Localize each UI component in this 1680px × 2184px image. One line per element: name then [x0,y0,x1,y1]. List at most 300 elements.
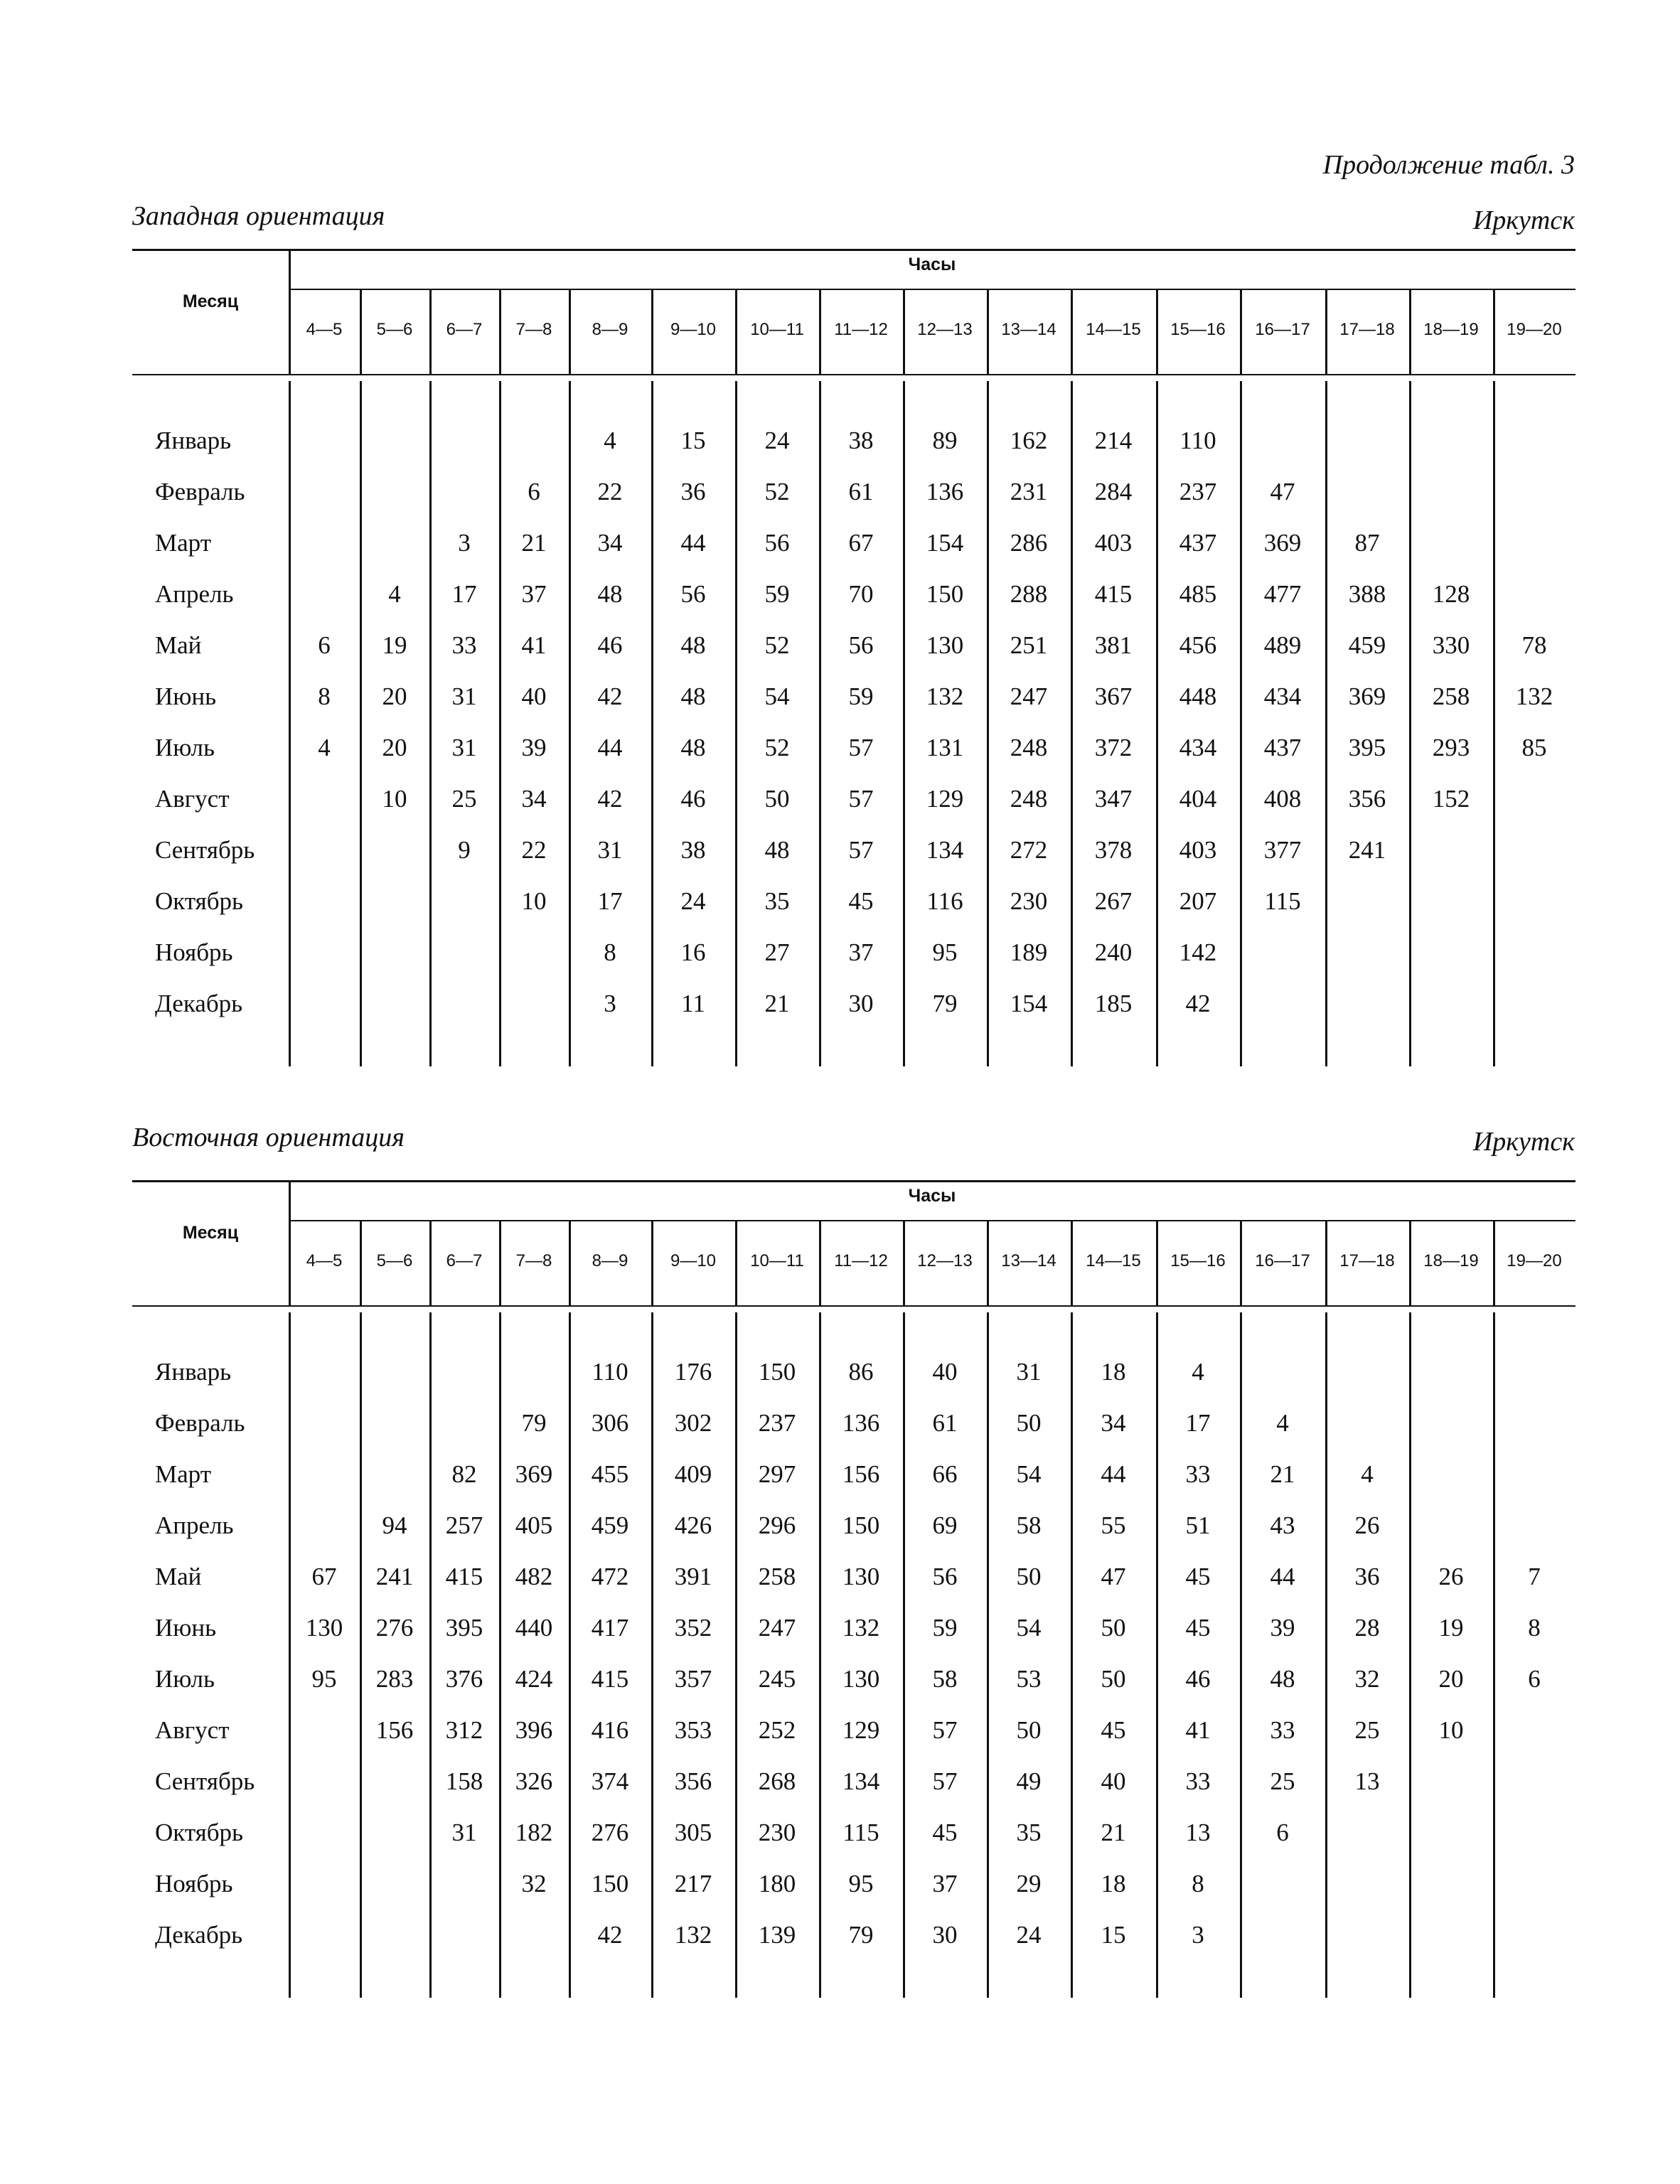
table-cell: 21 [764,990,790,1017]
table-cell: 9 [458,836,471,864]
table-cell: 31 [1016,1358,1042,1386]
table-cell: 296 [758,1511,796,1539]
table-cell: 52 [764,734,790,761]
table-cell: 288 [1010,580,1048,608]
table-cell: 8 [1528,1614,1541,1642]
body-column-divider [1409,381,1411,1066]
table-cell: 48 [680,631,706,659]
table-cell: 415 [591,1665,629,1693]
table-cell: 8 [318,682,331,710]
table-cell: 38 [680,836,706,864]
table-cell: 424 [515,1665,553,1693]
table-cell: 482 [515,1563,553,1590]
table-cell: 130 [926,631,964,659]
table-cell: 4 [388,580,401,608]
table-cell: 132 [1515,682,1553,710]
table-cell: 4 [1276,1409,1289,1437]
hour-column-header: 18—19 [1423,320,1479,339]
table-cell: 305 [674,1819,712,1846]
table-cell: 31 [451,1819,477,1846]
table-cell: 27 [764,938,790,966]
table-cell: 356 [1348,785,1386,813]
table-cell: 258 [758,1563,796,1590]
table-cell: 54 [764,682,790,710]
table-cell: 95 [932,938,958,966]
hour-column-header: 14—15 [1086,1251,1141,1270]
table-cell: 326 [515,1767,553,1795]
body-column-divider [1493,1312,1495,1998]
table-cell: 247 [1010,682,1048,710]
table-cell: 248 [1010,734,1048,761]
table-cell: 21 [521,529,547,557]
month-label: Январь [155,1358,232,1386]
table-cell: 30 [848,990,874,1017]
table-cell: 52 [764,631,790,659]
table-cell: 32 [521,1870,547,1897]
table-cell: 95 [848,1870,874,1897]
table-cell: 132 [842,1614,880,1642]
hour-column-header: 19—20 [1507,320,1562,339]
table-cell: 36 [680,478,706,505]
table-cell: 50 [764,785,790,813]
table-cell: 374 [591,1767,629,1795]
table-cell: 352 [674,1614,712,1642]
table-cell: 54 [1016,1460,1042,1488]
table-cell: 150 [591,1870,629,1897]
table-cell: 33 [1270,1716,1295,1744]
table-cell: 59 [848,682,874,710]
body-column-divider [429,381,432,1066]
table-cell: 134 [926,836,964,864]
table-cell: 131 [926,734,964,761]
table-cell: 35 [1016,1819,1042,1846]
table-cell: 426 [674,1511,712,1539]
table-cell: 19 [1438,1614,1464,1642]
table-cell: 129 [926,785,964,813]
table-cell: 15 [680,427,706,454]
table-cell: 58 [1016,1511,1042,1539]
table-cell: 34 [1101,1409,1126,1437]
month-label: Июнь [155,682,217,710]
table-cell: 34 [521,785,547,813]
table-cell: 241 [375,1563,414,1590]
table-cell: 47 [1270,478,1295,505]
table-cell: 115 [842,1819,879,1846]
table-cell: 40 [932,1358,958,1386]
table-cell: 50 [1016,1563,1042,1590]
table-cell: 15 [1101,1921,1126,1949]
table-cell: 21 [1270,1460,1295,1488]
table-cell: 20 [382,682,407,710]
table-cell: 3 [458,529,471,557]
table-cell: 50 [1016,1409,1042,1437]
hour-column-header: 15—16 [1170,320,1226,339]
table-cell: 240 [1094,938,1133,966]
table-cell: 48 [764,836,790,864]
table-cell: 29 [1016,1870,1042,1897]
table-cell: 57 [932,1767,958,1795]
table-cell: 42 [1185,990,1211,1017]
month-label: Январь [155,427,232,454]
table-cell: 489 [1263,631,1302,659]
table-cell: 347 [1094,785,1133,813]
month-label: Октябрь [155,887,244,915]
table-cell: 230 [1010,887,1048,915]
table-cell: 395 [1348,734,1386,761]
hour-column-header: 4—5 [306,320,343,339]
hour-column-header: 6—7 [446,1251,483,1270]
table-cell: 50 [1101,1614,1126,1642]
table-cell: 44 [1270,1563,1295,1590]
table-cell: 55 [1101,1511,1126,1539]
table-cell: 42 [597,785,623,813]
table-cell: 56 [848,631,874,659]
table-cell: 41 [1185,1716,1211,1744]
hour-column-header: 11—12 [834,1251,888,1270]
month-label: Август [155,785,230,813]
table-cell: 85 [1521,734,1547,761]
table-cell: 46 [597,631,623,659]
body-column-divider [289,381,291,1066]
table-cell: 13 [1354,1767,1380,1795]
table-cell: 6 [318,631,331,659]
table-cell: 459 [1348,631,1386,659]
table-cell: 276 [591,1819,629,1846]
month-label: Октябрь [155,1819,244,1846]
table-cell: 417 [591,1614,629,1642]
table-cell: 42 [597,682,623,710]
table-cell: 67 [848,529,874,557]
hour-column-header: 14—15 [1086,320,1141,339]
header-column-divider [289,1180,291,1305]
table-cell: 396 [515,1716,553,1744]
table-cell: 19 [382,631,407,659]
hour-column-header: 6—7 [446,320,483,339]
table-cell: 237 [758,1409,796,1437]
table-cell: 415 [1094,580,1133,608]
table-cell: 54 [1016,1614,1042,1642]
table-cell: 231 [1010,478,1048,505]
table-cell: 22 [521,836,547,864]
table-cell: 17 [597,887,623,915]
table-cell: 8 [1192,1870,1204,1897]
table-cell: 46 [680,785,706,813]
table-cell: 51 [1185,1511,1211,1539]
hour-column-header: 7—8 [515,1251,552,1270]
table-cell: 45 [1185,1563,1211,1590]
table-cell: 94 [382,1511,407,1539]
month-label: Июль [155,1665,215,1693]
table-cell: 48 [1270,1665,1295,1693]
table-cell: 252 [758,1716,796,1744]
hour-column-header: 12—13 [917,1251,973,1270]
table-cell: 25 [451,785,477,813]
table-cell: 67 [311,1563,337,1590]
table-cell: 136 [926,478,964,505]
table-cell: 45 [1185,1614,1211,1642]
table-cell: 116 [926,887,963,915]
month-label: Март [155,1460,211,1488]
table-cell: 4 [604,427,616,454]
table-cell: 20 [1438,1665,1464,1693]
table-cell: 53 [1016,1665,1042,1693]
hour-column-header: 10—11 [750,320,804,339]
table-cell: 35 [764,887,790,915]
table-cell: 49 [1016,1767,1042,1795]
table-cell: 25 [1270,1767,1295,1795]
hour-column-header: 19—20 [1507,1251,1562,1270]
table-cell: 41 [521,631,547,659]
table-cell: 95 [311,1665,337,1693]
hour-column-header: 16—17 [1255,320,1310,339]
table-cell: 6 [1276,1819,1289,1846]
table-cell: 10 [382,785,407,813]
body-column-divider [1493,381,1495,1066]
hour-column-header: 11—12 [834,320,888,339]
table-cell: 293 [1432,734,1470,761]
table-cell: 207 [1179,887,1217,915]
table-cell: 82 [451,1460,477,1488]
table-cell: 8 [604,938,616,966]
table-cell: 21 [1101,1819,1126,1846]
table-cell: 134 [842,1767,880,1795]
table-cell: 150 [842,1511,880,1539]
table-cell: 214 [1094,427,1133,454]
table-cell: 241 [1348,836,1386,864]
table-cell: 130 [305,1614,343,1642]
table-cell: 24 [1016,1921,1042,1949]
table-cell: 40 [1101,1767,1126,1795]
table-cell: 61 [932,1409,958,1437]
hours-group-rule [289,289,1575,290]
table-cell: 45 [932,1819,958,1846]
table-cell: 3 [604,990,616,1017]
table-cell: 57 [932,1716,958,1744]
hour-column-header: 7—8 [515,320,552,339]
table-cell: 132 [674,1921,712,1949]
table-cell: 4 [1192,1358,1204,1386]
table-cell: 150 [758,1358,796,1386]
hour-column-header: 4—5 [306,1251,343,1270]
month-column-header: Месяц [182,291,239,311]
table-cell: 11 [681,990,705,1017]
table-cell: 388 [1348,580,1386,608]
table-cell: 89 [932,427,958,454]
table-cell: 87 [1354,529,1380,557]
table-cell: 356 [674,1767,712,1795]
table-cell: 39 [1270,1614,1295,1642]
table-cell: 403 [1179,836,1217,864]
table-cell: 272 [1010,836,1048,864]
table-cell: 79 [521,1409,547,1437]
table-cell: 115 [1264,887,1301,915]
table-cell: 130 [842,1563,880,1590]
table-cell: 10 [521,887,547,915]
east-orientation-table [132,1180,1575,1998]
table-cell: 403 [1094,529,1133,557]
table-cell: 45 [848,887,874,915]
table-cell: 43 [1270,1511,1295,1539]
table-cell: 268 [758,1767,796,1795]
table-cell: 376 [445,1665,483,1693]
table-cell: 367 [1094,682,1133,710]
header-column-divider [289,249,291,374]
table-cell: 58 [932,1665,958,1693]
table-cell: 13 [1185,1819,1211,1846]
hour-column-header: 8—9 [592,1251,628,1270]
table-cell: 258 [1432,682,1470,710]
table-cell: 477 [1263,580,1302,608]
table-cell: 150 [926,580,964,608]
table-cell: 416 [591,1716,629,1744]
hour-column-header: 9—10 [670,320,717,339]
table-cell: 57 [848,785,874,813]
hour-column-header: 13—14 [1001,320,1056,339]
month-label: Сентябрь [155,1767,255,1795]
table-cell: 132 [926,682,964,710]
table-cell: 59 [764,580,790,608]
body-column-divider [1325,381,1327,1066]
table-cell: 230 [758,1819,796,1846]
table-cell: 267 [1094,887,1133,915]
table-cell: 6 [1528,1665,1541,1693]
body-column-divider [360,1312,362,1998]
hour-column-header: 13—14 [1001,1251,1056,1270]
table-cell: 217 [674,1870,712,1897]
table-cell: 31 [451,734,477,761]
table-cell: 142 [1179,938,1217,966]
table-cell: 182 [515,1819,553,1846]
table-cell: 297 [758,1460,796,1488]
table-cell: 176 [674,1358,712,1386]
table-cell: 4 [1361,1460,1374,1488]
hours-group-header: Часы [908,255,956,274]
table-cell: 437 [1179,529,1217,557]
month-label: Май [155,1563,202,1590]
month-label: Август [155,1716,230,1744]
table-cell: 408 [1263,785,1302,813]
table-cell: 44 [1101,1460,1126,1488]
table-cell: 434 [1263,682,1302,710]
table-cell: 46 [1185,1665,1211,1693]
month-label: Сентябрь [155,836,255,864]
table-cell: 33 [451,631,477,659]
table-cell: 312 [445,1716,483,1744]
table-cell: 61 [848,478,874,505]
month-label: Февраль [155,478,245,505]
east-orientation-caption: Восточная ориентация [132,1123,405,1152]
body-column-divider [1325,1312,1327,1998]
table-cell: 152 [1432,785,1470,813]
east-city-caption: Иркутск [1472,1127,1575,1157]
hour-column-header: 12—13 [917,320,973,339]
table-cell: 36 [1354,1563,1380,1590]
table-cell: 37 [521,580,547,608]
body-column-divider [360,381,362,1066]
table-cell: 369 [515,1460,553,1488]
table-cell: 283 [375,1665,414,1693]
month-label: Апрель [155,1511,234,1539]
table-cell: 37 [848,938,874,966]
table-cell: 286 [1010,529,1048,557]
table-cell: 251 [1010,631,1048,659]
table-cell: 48 [680,734,706,761]
table-cell: 17 [1185,1409,1211,1437]
table-cell: 110 [592,1358,628,1386]
table-cell: 357 [674,1665,712,1693]
hour-column-header: 9—10 [670,1251,717,1270]
month-label: Май [155,631,202,659]
table-cell: 56 [932,1563,958,1590]
table-cell: 156 [375,1716,414,1744]
table-header-bottom-rule [132,1305,1575,1307]
table-cell: 136 [842,1409,880,1437]
table-cell: 459 [591,1511,629,1539]
table-cell: 26 [1438,1563,1464,1590]
table-cell: 26 [1354,1511,1380,1539]
body-column-divider [1409,1312,1411,1998]
month-label: Декабрь [155,1921,243,1949]
body-column-divider [429,1312,432,1998]
table-cell: 10 [1438,1716,1464,1744]
table-cell: 44 [680,529,706,557]
table-cell: 39 [521,734,547,761]
month-label: Декабрь [155,990,243,1017]
table-cell: 404 [1179,785,1217,813]
table-cell: 30 [932,1921,958,1949]
table-cell: 130 [842,1665,880,1693]
hours-group-rule [289,1220,1575,1221]
table-cell: 330 [1432,631,1470,659]
table-cell: 34 [597,529,623,557]
continuation-label: Продолжение табл. 3 [1322,150,1575,180]
month-label: Март [155,529,211,557]
table-cell: 185 [1094,990,1133,1017]
table-cell: 25 [1354,1716,1380,1744]
table-cell: 18 [1101,1870,1126,1897]
hour-column-header: 5—6 [376,1251,413,1270]
hour-column-header: 15—16 [1170,1251,1226,1270]
table-cell: 448 [1179,682,1217,710]
month-label: Ноябрь [155,1870,233,1897]
table-cell: 33 [1185,1460,1211,1488]
table-cell: 79 [932,990,958,1017]
table-cell: 139 [758,1921,796,1949]
table-cell: 24 [764,427,790,454]
table-cell: 369 [1348,682,1386,710]
table-cell: 44 [597,734,623,761]
west-city-caption: Иркутск [1472,205,1575,235]
table-cell: 180 [758,1870,796,1897]
table-cell: 257 [445,1511,483,1539]
table-cell: 353 [674,1716,712,1744]
table-cell: 33 [1185,1767,1211,1795]
table-cell: 69 [932,1511,958,1539]
table-cell: 245 [758,1665,796,1693]
table-cell: 378 [1094,836,1133,864]
month-label: Февраль [155,1409,245,1437]
table-top-rule [132,1180,1575,1182]
table-cell: 110 [1179,427,1216,454]
table-cell: 66 [932,1460,958,1488]
hour-column-header: 17—18 [1339,1251,1395,1270]
west-orientation-table [132,249,1575,1066]
table-cell: 86 [848,1358,874,1386]
hours-group-header: Часы [908,1186,956,1206]
table-cell: 237 [1179,478,1217,505]
hour-column-header: 16—17 [1255,1251,1310,1270]
table-cell: 22 [597,478,623,505]
